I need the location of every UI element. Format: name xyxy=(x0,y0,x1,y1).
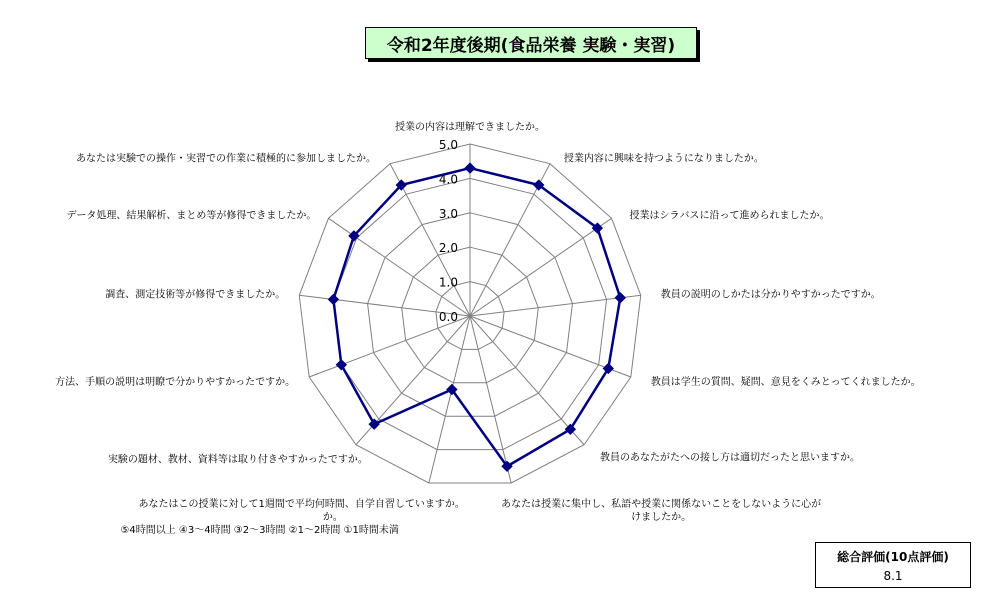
tick-label-4: 4.0 xyxy=(438,172,458,187)
category-label-1: 授業内容に興味を持つようになりましたか。 xyxy=(563,153,764,165)
category-label-5: 教員のあなたがたへの接し方は適切だったと思いますか。 xyxy=(600,452,861,464)
tick-label-5: 5.0 xyxy=(438,138,458,152)
tick-label-0: 0.0 xyxy=(438,310,458,324)
category-label-11: データ処理、結果解析、まとめ等が修得できましたか。 xyxy=(66,210,317,222)
data-point-10 xyxy=(328,294,338,304)
grid-spoke-9 xyxy=(309,316,470,377)
chart-title: 令和2年度後期(食品栄養 実験・実習) xyxy=(365,27,697,59)
category-label-8: 実験の題材、教材、資料等は取り付きやすかったですか。 xyxy=(107,454,368,466)
grid-spoke-7 xyxy=(429,316,470,483)
category-label-6: あなたは授業に集中し、私語や授業に関係ないことをしないように心が xyxy=(501,499,822,511)
category-label-7-line-2: ⑤4時間以上 ④3～4時間 ③2～3時間 ②1～2時間 ①1時間未満 xyxy=(120,525,399,537)
overall-score-value: 8.1 xyxy=(883,569,903,583)
category-label-12: あなたは実験での操作・実習での作業に積極的に参加しましたか。 xyxy=(76,153,377,165)
tick-label-1: 1.0 xyxy=(438,275,458,290)
data-point-0 xyxy=(465,163,475,173)
category-label-9: 方法、手順の説明は明瞭で分かりやすかったですか。 xyxy=(55,376,296,388)
data-point-9 xyxy=(336,360,346,370)
radar-grid xyxy=(299,144,640,483)
category-label-7: あなたはこの授業に対して1週間で平均何時間、自学自習していますか。 xyxy=(138,499,465,511)
tick-label-3: 3.0 xyxy=(438,206,458,221)
data-point-3 xyxy=(615,293,625,303)
grid-spoke-5 xyxy=(470,316,584,445)
category-label-4: 教員は学生の質問、疑問、意見をくみとってくれましたか。 xyxy=(650,376,921,388)
overall-score-label: 総合評価(10点評価) xyxy=(837,550,949,564)
series-layer xyxy=(328,163,625,471)
grid-spoke-6 xyxy=(470,316,511,483)
category-label-0: 授業の内容は理解できましたか。 xyxy=(395,122,545,133)
tick-label-2: 2.0 xyxy=(438,241,458,256)
overall-score-box xyxy=(815,542,971,588)
category-label-10: 調査、測定技術等が修得できましたか。 xyxy=(105,289,286,301)
category-label-7-line-1: か。 xyxy=(322,512,343,524)
category-label-6-line-1: けましたか。 xyxy=(631,512,692,524)
category-label-2: 授業はシラバスに沿って進められましたか。 xyxy=(629,210,830,222)
category-label-3: 教員の説明のしかたは分かりやすかったですか。 xyxy=(660,289,881,301)
